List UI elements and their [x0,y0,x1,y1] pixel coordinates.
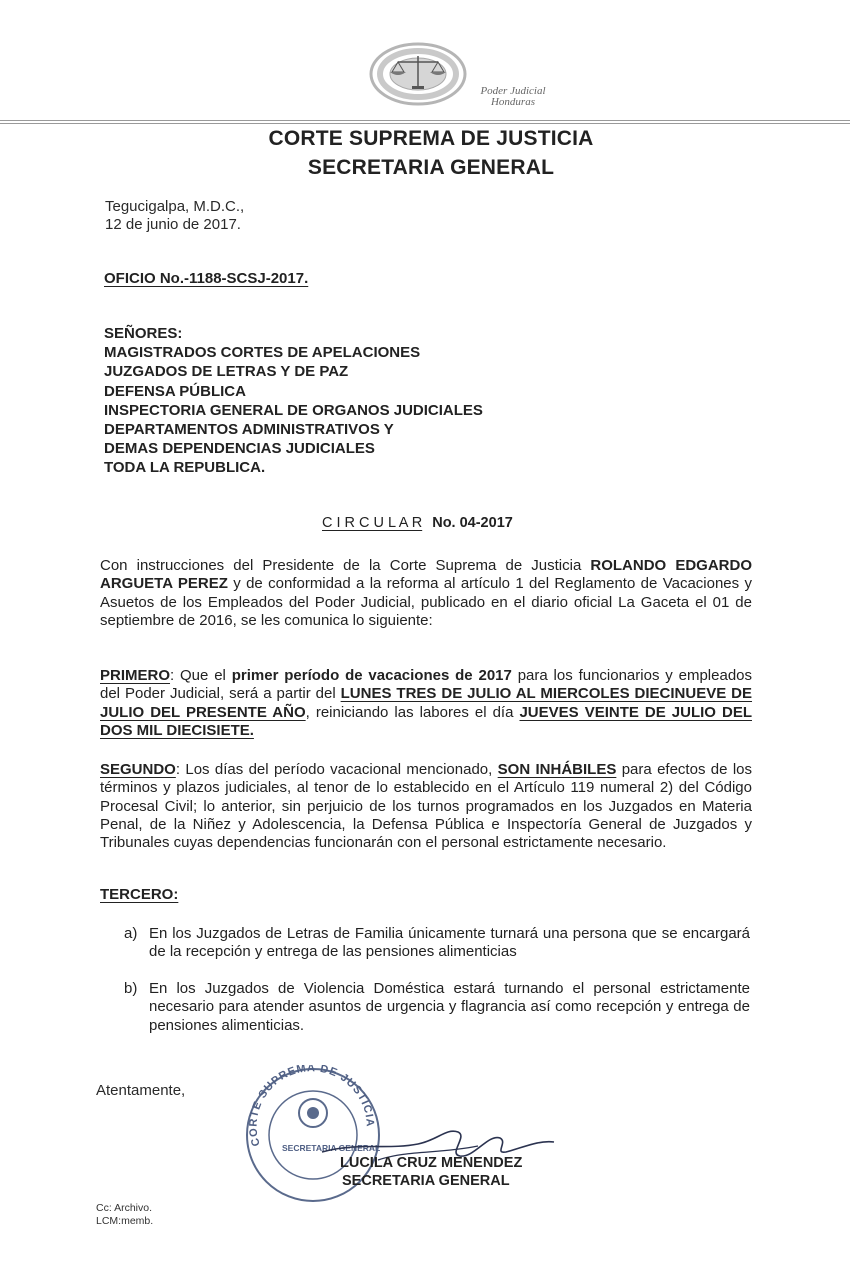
intro-paragraph [100,557,752,630]
oficio-number: OFICIO No.-1188-SCSJ-2017. [104,270,309,287]
signatory-title: SECRETARIA GENERAL [342,1173,510,1189]
recipients-block [104,324,483,478]
initials-line: LCM:memb. [96,1215,154,1227]
intro-text-1: Con instrucciones del Presidente de la Corte Suprema de Justicia [100,557,591,574]
date: 12 de junio de 2017. [105,216,241,233]
circular-number: No. 04-2017 [432,515,513,531]
primero-dates: LUNES TRES DE JULIO AL MIERCOLES DIECINUEVE DE JULIO DEL PRESENTE AÑO [100,685,753,721]
primero-return-date: JUEVES VEINTE DE JULIO DEL DOS MIL DIECISIETE. [100,703,752,739]
primero-text-3: , reiniciando las labores el día [305,703,520,721]
segundo-text-1: : Los días del período vacacional mencionado, [175,761,498,778]
seal-inner-text: SECRETARIA GENERAL [282,1143,381,1153]
circular-heading [322,515,513,531]
item-b-marker: b) [124,980,138,997]
recipient-line: DEFENSA PÚBLICA [104,382,246,400]
item-a-marker: a) [124,925,138,942]
primero-label: PRIMERO [100,667,171,684]
segundo-paragraph [100,761,752,852]
title-line-2: SECRETARIA GENERAL [307,156,555,179]
tercero-label: TERCERO: [100,886,179,903]
logo-caption [468,86,558,108]
recipient-line: DEPARTAMENTOS ADMINISTRATIVOS Y [104,421,394,439]
primero-text-2: para los funcionarios y empleados del Poder Judicial, será a partir del [100,667,752,703]
recipient-line: MAGISTRADOS CORTES DE APELACIONES [104,344,421,362]
recipient-line: INSPECTORIA GENERAL DE ORGANOS JUDICIALES [104,401,483,419]
intro-text-2: y de conformidad a la reforma al artículo 1 del Reglamento de Vacaciones y Asuetos de los Empleados del Poder Judicial, publicado en el diario oficial La Gaceta el 01 de septiembre de 2016, se les comunica lo siguiente: [100,575,752,629]
segundo-bold: SON INHÁBILES [497,761,617,778]
logo-line-2: Honduras [490,96,535,108]
header-rule-top [0,120,850,121]
logo-line-1: Poder Judicial [480,85,546,97]
seal-ring-text: CORTE SUPREMA DE JUSTICIA [247,1065,376,1148]
primero-bold-1: primer período de vacaciones de 2017 [231,667,512,684]
place: Tegucigalpa, M.D.C., [105,198,245,215]
president-name: ROLANDO EDGARDO ARGUETA PEREZ [100,557,752,593]
recipient-line: TODA LA REPUBLICA. [104,459,266,477]
title-line-1: CORTE SUPREMA DE JUSTICIA [268,127,594,150]
primero-text-1: : Que el [170,667,232,684]
item-a-text: En los Juzgados de Letras de Familia únicamente turnará una persona que se encargará de la recepción y entrega de las pensiones alimenticias [149,925,750,961]
recipient-line: DEMAS DEPENDENCIAS JUDICIALES [104,440,375,458]
item-b-text: En los Juzgados de Violencia Doméstica estará turnando el personal estrictamente necesario para atender asuntos de urgencia y flagrancia así como recepción y entrega de pensiones alimenticias. [149,980,750,1034]
signatory-name: LUCILA CRUZ MENENDEZ [340,1155,523,1171]
segundo-text-2: para efectos de los términos y plazos judiciales, al tenor de lo establecido en el Artículo 119 numeral 2) del Código Procesal Civil; lo anterior, sin perjuicio de los turnos programados en los Juzgados en Materia Penal, de la Niñez y Adolescencia, la Defensa Pública e Inspectoría General de Juzgados y Tribunales cuyas dependencias funcionarán con el personal estrictamente necesario. [100,761,752,852]
recipient-line: JUZGADOS DE LETRAS Y DE PAZ [104,363,349,381]
primero-paragraph [100,667,752,740]
circular-word: C I R C U L A R [322,515,423,531]
poder-judicial-logo [368,40,558,116]
recipient-line: SEÑORES: [104,325,183,342]
closing: Atentamente, [96,1082,186,1099]
cc-line: Cc: Archivo. [96,1202,153,1214]
header-rule-bottom [0,123,850,124]
segundo-label: SEGUNDO [100,761,176,778]
